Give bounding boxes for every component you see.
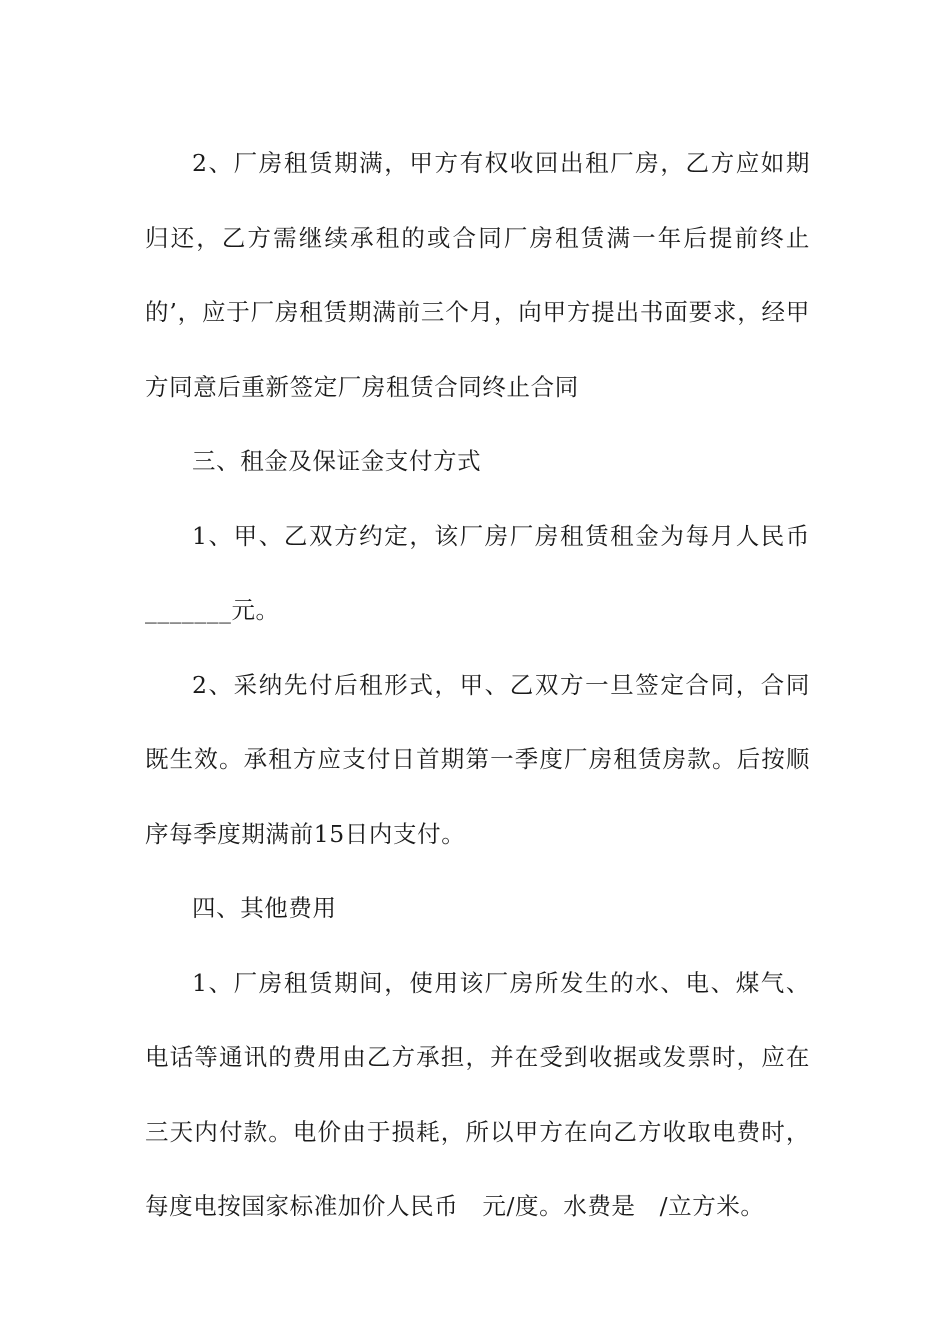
section-heading-rent-payment: 三、租金及保证金支付方式: [192, 447, 482, 475]
paragraph-lease-expiry: 2、厂房租赁期满，甲方有权收回出租厂房，乙方应如期归还，乙方需继续承租的或合同厂房租赁满一年后提前终止的’，应于厂房租赁期满前三个月，向甲方提出书面要求，经甲方同意后重新签定厂房租赁合同终止合同: [145, 149, 810, 401]
paragraph-utility-fees: 1、厂房租赁期间，使用该厂房所发生的水、电、煤气、电话等通讯的费用由乙方承担，并在受到收据或发票时，应在三天内付款。电价由于损耗，所以甲方在向乙方收取电费时，每度电按国家标准加价人民币 元/度。水费是 /立方米。: [145, 968, 810, 1220]
paragraph-payment-method: 2、采纳先付后租形式，甲、乙双方一旦签定合同，合同既生效。承租方应支付日首期第一季度厂房租赁房款。后按顺序每季度期满前15日内支付。: [145, 670, 810, 848]
section-heading-other-fees: 四、其他费用: [192, 894, 337, 922]
paragraph-monthly-rent: 1、甲、乙双方约定，该厂房厂房租赁租金为每月人民币_______元。: [145, 521, 810, 624]
document-body: [145, 126, 810, 1244]
